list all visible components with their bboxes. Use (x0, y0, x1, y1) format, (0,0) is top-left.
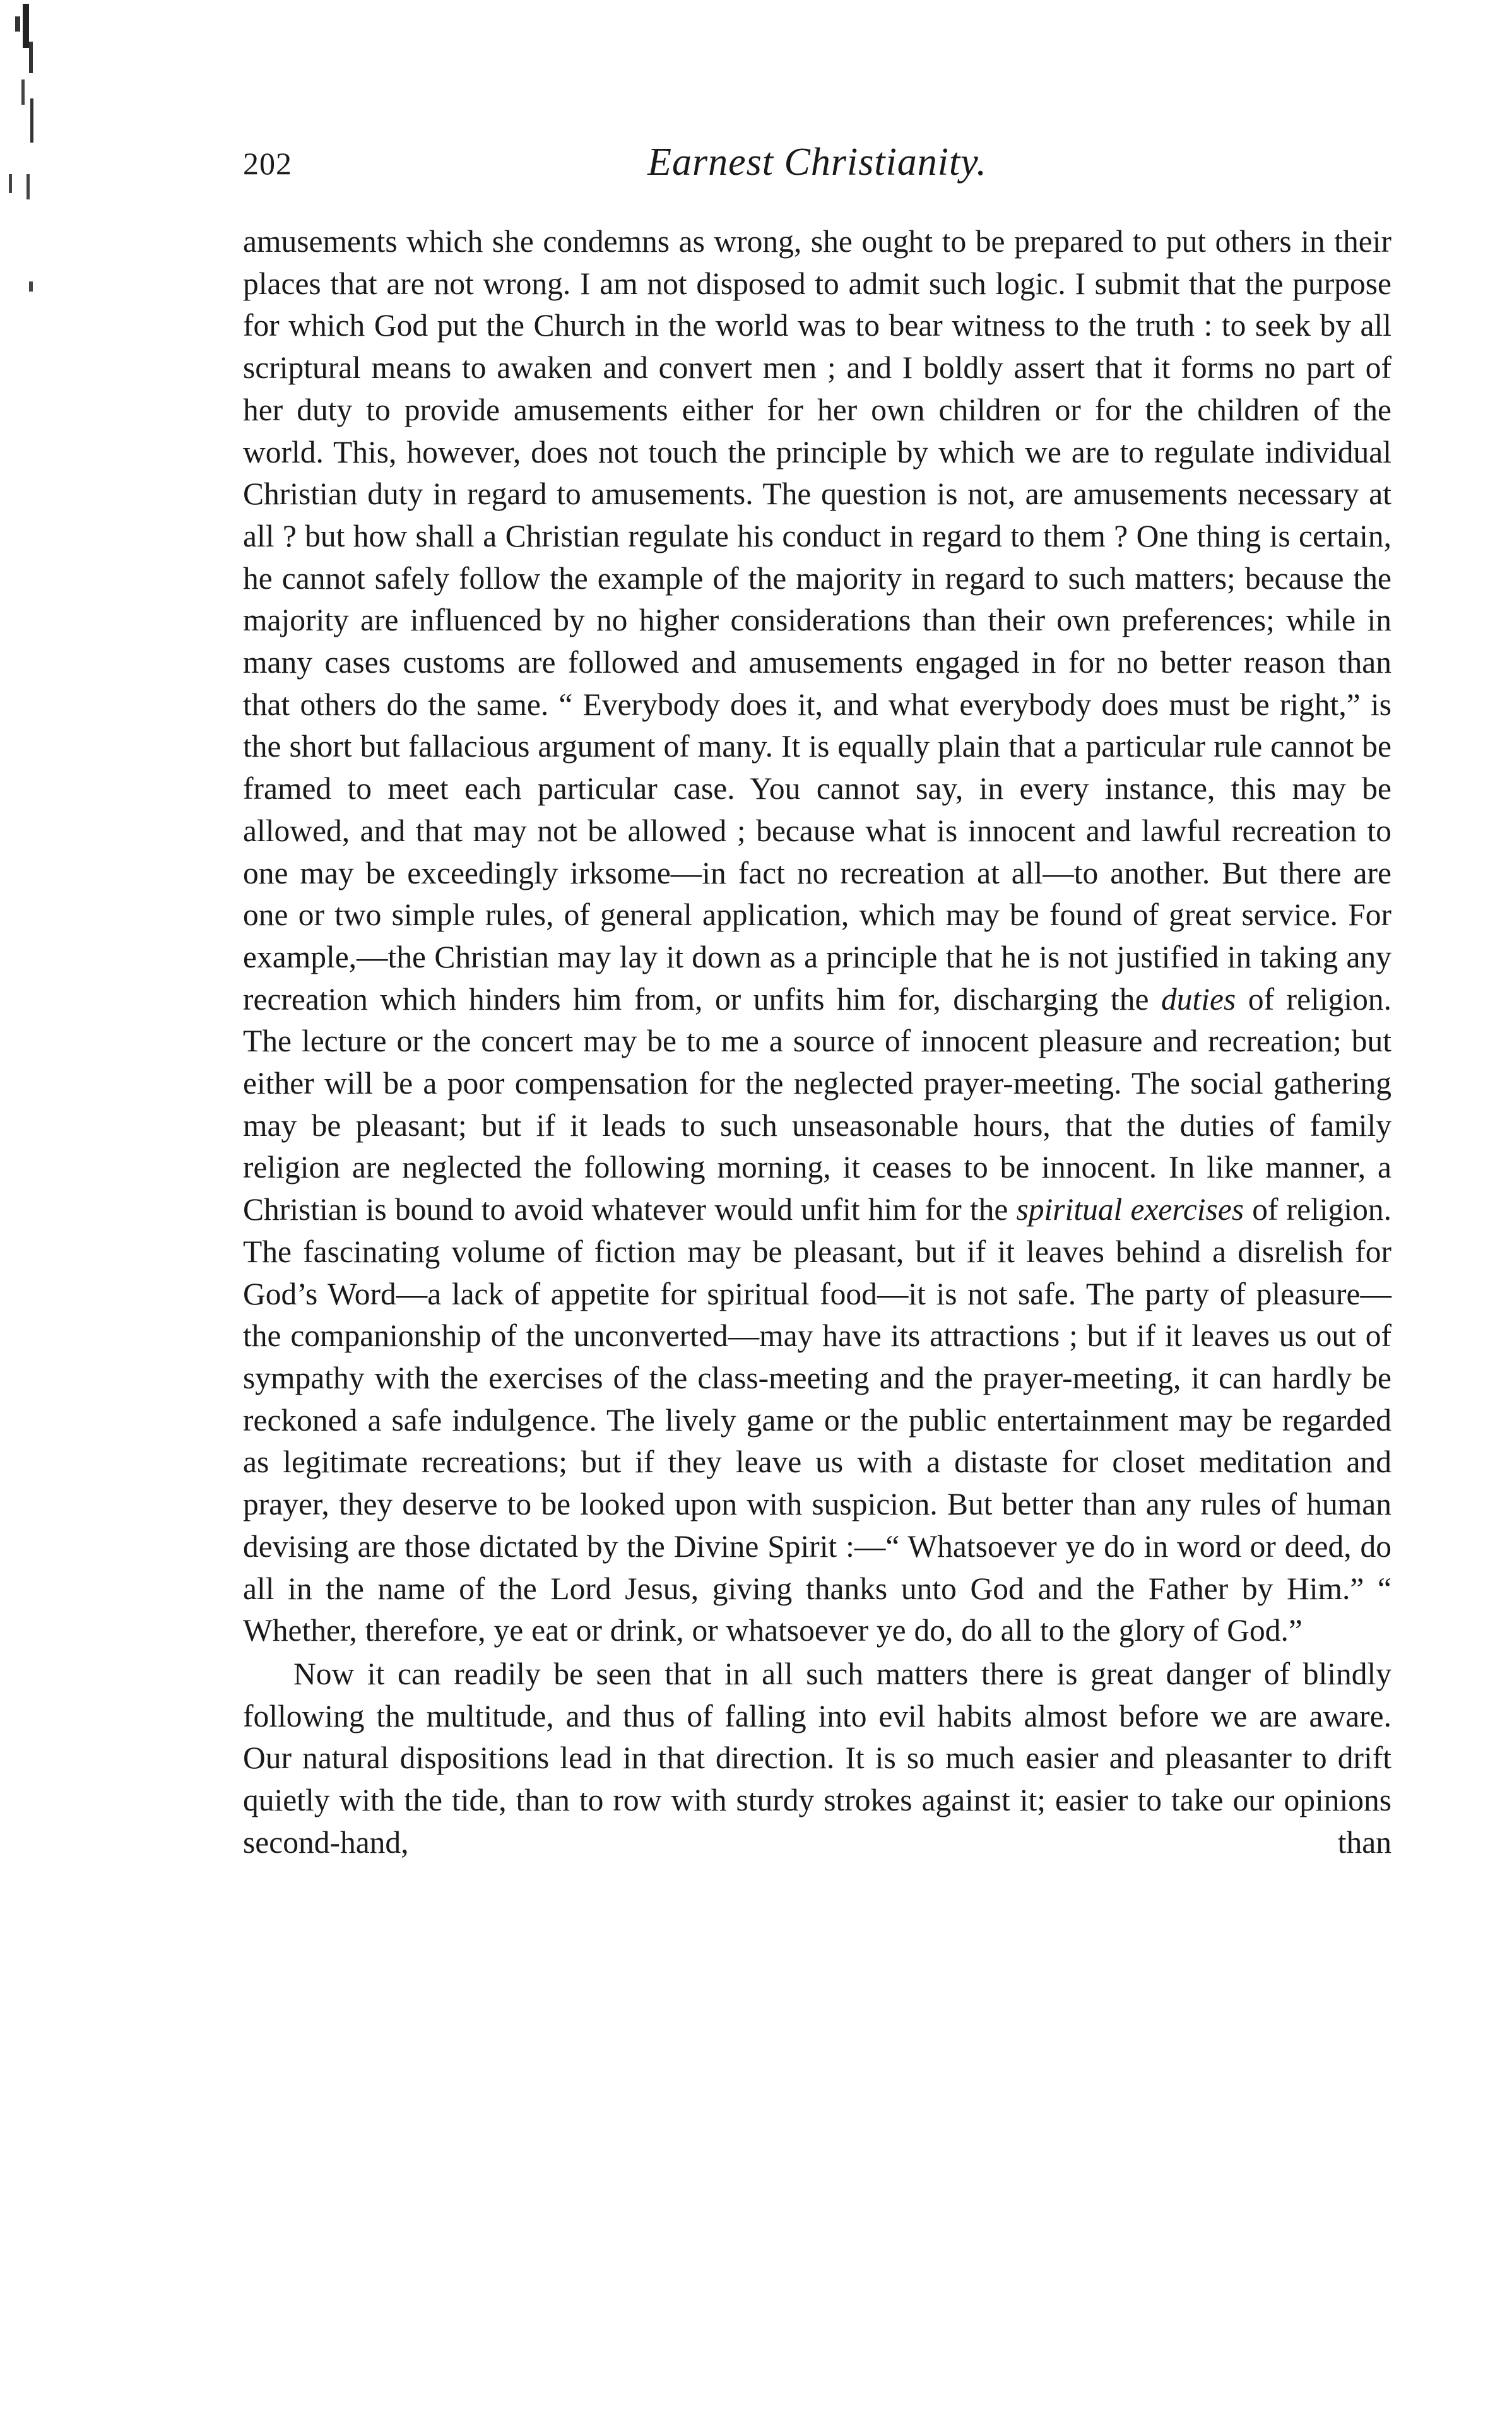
emphasis-spiritual-exercises: spiritual exercises (1016, 1192, 1244, 1227)
paragraph-1 (243, 221, 1391, 1652)
running-title: Earnest Christianity. (647, 141, 987, 184)
page-number: 202 (243, 146, 292, 181)
paragraph-2: Now it can readily be seen that in all such matters there is great danger of blindly following the multitude, and thus of falling into evil habits almost before we are aware. Our natural dispositions lead in that direction. It is so much easier and pleasanter to drift quietly with the tide, than to row with sturdy strokes against it; easier to take our opinions second-hand, than (243, 1656, 1391, 1860)
body-text (243, 221, 1391, 1864)
paragraph-1-text-b: of religion. The lecture or the concert may be to me a source of innocent pleasure and recreation; but either will be a poor compensation for the neglected prayer-meeting. The social gathering may be pleasant; but if it leads to such unseasonable hours, that the duties of family religion are neglected the following morning, it ceases to be innocent. In like manner, a Christian is bound to avoid whatever would unfit him for the (243, 981, 1392, 1227)
margin-scan-marks (4, 4, 42, 307)
emphasis-duties: duties (1161, 981, 1236, 1017)
paragraph-1-text-a: amusements which she condemns as wrong, she ought to be prepared to put others in their places that are not wrong. I am not disposed to admit such logic. I submit that the purpose for which God put the Church in the world was to bear witness to the truth : to seek by all scriptural means to awaken and convert men ; and I boldly assert that it forms no part of her duty to provide amusements either for her own children or for the children of the world. This, however, does not touch the principle by which we are to regulate individual Christian duty in regard to amusements. The question is not, are amusements necessary at all ? but how shall a Christian regulate his conduct in regard to them ? One thing is certain, he cannot safely follow the example of the majority in regard to such matters; because the majority are influenced by no higher considerations than their own preferences; while in many cases customs are followed and amusements engaged in for no better reason than that others do the same. “ Everybody does it, and what everybody does must be right,” is the short but fallacious argument of many. It is equally plain that a particular rule cannot be framed to meet each particular case. You cannot say, in every instance, this may be allowed, and that may not be allowed ; because what is innocent and lawful recreation to one may be exceedingly irksome—in fact no recreation at all—to another. But there are one or two simple rules, of general application, which may be found of great service. For example,—the Christian may lay it down as a principle that he is not justified in taking any recreation which hinders him from, or unfits him for, discharging the (243, 224, 1391, 1017)
page-header (243, 140, 1391, 191)
paragraph-1-text-c: of religion. The fascinating volume of fiction may be pleasant, but if it leaves behind a disrelish for God’s Word—a lack of appetite for spiritual food—it is not safe. The party of pleasure—the companionship of the unconverted—may have its attractions ; but if it leaves us out of sympathy with the exercises of the class-meeting and the prayer-meeting, it can hardly be reckoned a safe indulgence. The lively game or the public entertainment may be regarded as legitimate recreations; but if they leave us with a distaste for closet meditation and prayer, they deserve to be looked upon with suspicion. But better than any rules of human devising are those dictated by the Divine Spirit :—“ Whatsoever ye do in word or deed, do all in the name of the Lord Jesus, giving thanks unto God and the Father by Him.” “ Whether, therefore, ye eat or drink, or whatsoever ye do, do all to the glory of God.” (243, 1192, 1391, 1648)
